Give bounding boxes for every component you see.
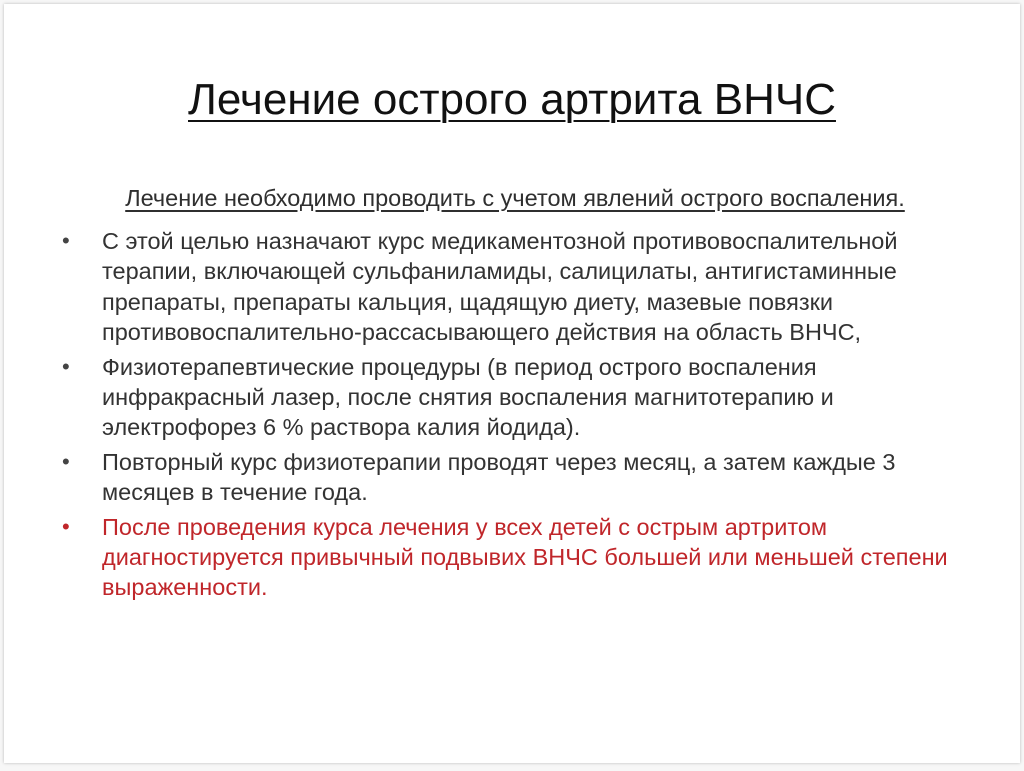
slide-title-text: Лечение острого артрита ВНЧС <box>188 75 836 124</box>
bullet-text: Повторный курс физиотерапии проводят через месяц, а затем каждые 3 месяцев в течение года. <box>102 448 896 506</box>
slide-title <box>4 70 1020 130</box>
bullet-dot-icon: • <box>62 513 70 539</box>
bullet-dot-icon: • <box>62 353 70 379</box>
bullet-item-1 <box>62 226 970 348</box>
bullet-item-2 <box>62 352 970 443</box>
bullet-text: Физиотерапевтические процедуры (в период острого воспаления инфракрасный лазер, после снятия воспаления магнитотерапию и электрофорез 6 % раствора калия йодида). <box>102 353 834 441</box>
intro-text: Лечение необходимо проводить с учетом явлений острого воспаления. <box>125 185 905 211</box>
bullet-list <box>62 226 970 607</box>
bullet-text: После проведения курса лечения у всех детей с острым артритом диагностируется привычный подвывих ВНЧС большей или меньшей степени выраженности. <box>102 513 948 601</box>
bullet-item-3 <box>62 447 970 508</box>
slide <box>4 4 1020 763</box>
bullet-item-4-highlighted <box>62 512 970 603</box>
intro-line <box>74 183 956 213</box>
bullet-text: С этой целью назначают курс медикаментозной противовоспалительной терапии, включающей сульфаниламиды, салицилаты, антигистаминные препараты, препараты кальция, щадящую диету, мазевые повязки противовоспалительно-рассасывающего действия на область ВНЧС, <box>102 228 898 346</box>
bullet-dot-icon: • <box>62 228 70 253</box>
bullet-dot-icon: • <box>62 448 70 474</box>
